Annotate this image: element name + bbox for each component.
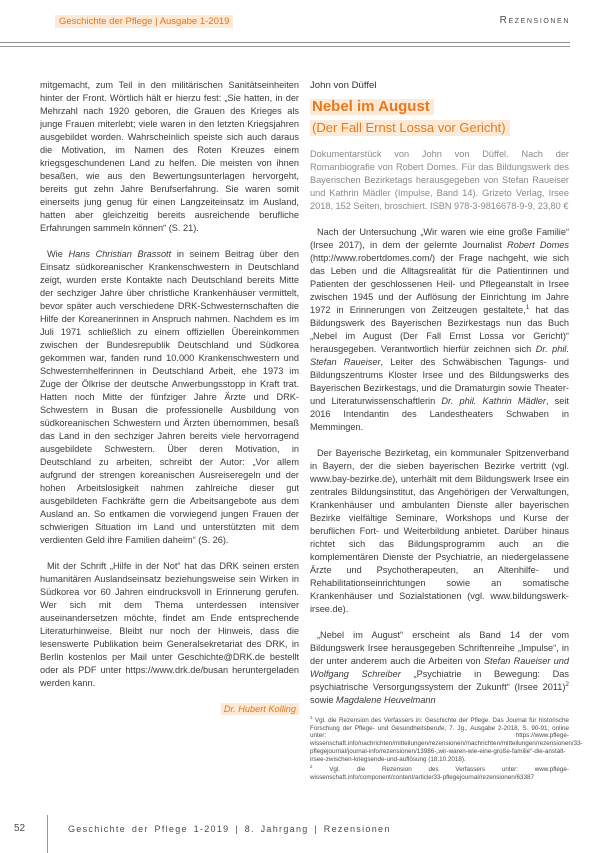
review-paragraph: Mit der Schrift „Hilfe in der Not“ hat das DRK seinen ersten humanitären Auslandseinsatz beziehungsweise sein Wirken in Südkorea vor 60 Jahren eindrucksvoll in Erinnerung gerufen. Wer sich mit dem Thema unterdessen intensiver auseinandersetzen möchte, findet am Ende entsprechende Literaturhinweise. Bleibt nur noch der Hinweis, dass die lesenswerte Publikation beim Generalsekretariat des DRK, in Berlin kostenlos per Mail unter Geschichte@DRK.de bestellt oder als PDF unter https://www.drk.de/busan heruntergeladen werden kann. <box>40 561 299 688</box>
header-section-label: Rezensionen <box>499 15 570 26</box>
header-rule <box>0 42 570 47</box>
footnotes <box>310 714 583 782</box>
review-paragraph: Der Bayerische Bezirketag, ein kommunaler Spitzenverband in Bayern, der die sieben bayerischen Bezirke vertritt (vgl. www.bay-bezirke.de), unterhält mit dem Bildungswerk Irsee ein zentrales Bildungsinstitut, das Angehörigen der Verwaltungen, Krankenhäuser und ambulanten Dienste aller bayerischen Bezirke vielfältige Seminare, Workshops und Kurse der beruflichen Fort- und Weiterbildung anbietet. Darüber hinaus richtet sich das Bildungsprogramm auch an die komplementären Dienste der Psychiatrie, an niedergelassene Ärzte und Psychotherapeuten, an Altenhilfe- und Rehabilitationseinrichtungen sowie an somatische Krankenhäuser und Sozialstationen (vgl. www.bildungswerk-irsee.de). <box>310 448 569 614</box>
review-paragraph: mitgemacht, zum Teil in den militärischen Sanitätseinheiten hinter der Front. Wörtlich hält er hierzu fest: „Sie hatten, in der Mehrzahl nach 1920 geboren, die Grauen des Krieges als junge Frauen miterlebt; viele waren in den letzten Kriegsjahren ausgebildet worden. Wahrscheinlich speiste sich auch daraus die Motivation, im Namen des Roten Kreuzes einem kriegsgeschundenen Land zu helfen. Die meisten von ihnen besaßen, wie aus den Bewertungsunterlagen hervorgeht, bereits gut zehn Jahre Berufserfahrung. Sie waren somit einerseits jung genug für einen Langzeiteinsatz im Ausland, hatten aber gleichzeitig bereits ausreichende berufliche Erfahrungen sammeln können“ (S. 21). <box>40 80 299 233</box>
footnote: $^1$ Vgl. die Rezension des Verfassers in: Geschichte der Pflege. Das Journal für historische Forschung der Pflege- und Gesundheitsberufe, 7. Jg., Ausgabe 2-2018, S. 90-91; online unter: https://www.pflege-wissenschaft.info/nachrichten/mitteilungen/rezensionen//nachrichten/mitteilungen/rezensionen/33-pflegejournal/journal-info/rezensionen/13986-„wir-waren-wie-eine-große-familie“-die-anstalt-irsee-zwischen-kriegsende-und-auflösung (18.10.2018). <box>310 714 583 763</box>
byline <box>40 703 299 716</box>
review-paragraph: Wie Hans Christian Brassott in seinem Beitrag über den Einsatz südkoreanischer Krankenschwestern in Deutschland zeigt, wurden erste Kontakte nach Deutschland bereits Mitte der sechziger Jahre über christliche Krankenhäuser vermittelt, bevor später auch verschiedene DRK-Schwesternschaften die Hilfe der Koreanerinnen in Anspruch nahmen. Nachdem es im Juli 1971 schließlich zu einem offiziellen Übereinkommen zwischen der Bundesrepublik Deutschland und Südkorea gekommen war, fanden rund 10.000 Krankenschwestern und Schwesternhelferinnen in Deutschland Arbeit, ehe 1973 im Zuge der Ölkrise der deutsche Anwerbungsstopp in Kraft trat. Hatten noch Mitte der fünfziger Jahre Ärzte und DRK-Schwestern in Busan die professionelle Ausbildung von südkoreanischen Schwestern und Ärzten übernommen, besaß das Land in den sechziger Jahren bereits viele hervorragend ausgebildete Schwestern. Über deren Motivation, in Deutschland zu arbeiten, schreibt der Autor: „Vor allem aufgrund der strengen koreanischen Ausreiseregeln und der hohen Arbeitslosigkeit nahmen zahlreiche dieser gut ausgebildeten Fachkräfte gern die Arbeitsangebote aus dem Ausland an. So entkamen die vorwiegend jungen Frauen der schwierigen Situation im Land und unterstützten mit dem verdienten Geld ihre Familien daheim“ (S. 26). <box>40 249 299 545</box>
left-column <box>40 79 299 779</box>
bibliography: Dokumentarstück von John von Düffel. Nach der Romanbiografie von Robert Domes. Für das Bildungswerk des Bayerischen Bezirketags herausgegeben von Stefan Raueiser und Kathrin Mädler (Impulse, Band 14). Grizeto Verlag, Irsee 2018, 152 Seiten, broschiert. ISBN 978-3-9816678-9-9, 23,80 € <box>310 149 569 211</box>
footnote: $^2$ Vgl. die Rezension des Verfassers unter: www.pflege-wissenschaft.info/component/content/article/33-pflegejournal/rezensionen/63387 <box>310 764 569 781</box>
footer-journal-line: Geschichte der Pflege 1-2019 | 8. Jahrgang | Rezensionen <box>68 824 391 834</box>
review-paragraph: Nach der Untersuchung „Wir waren wie eine große Familie“ (Irsee 2017), in dem der gelernte Journalist Robert Domes (http://www.robertdomes.com/) der Frage nachgeht, wie sich das Leben und die Alltagsrealität für die Patientinnen und Patienten der geschlossenen Heil- und Pflegeanstalt in Irsee zwischen 1945 und der Auflösung der Einrichtung im Jahre 1972 in Erinnerungen von Zeitzeugen gestaltete,$^1$ hat das Bildungswerk des Bayerischen Bezirkestags nun das Buch „Nebel im August (Der Fall Ernst Lossa vor Gericht)“ herausgegeben. Verantwortlich hierfür zeichnen sich Dr. phil. Stefan Raueiser, Leiter des Schwäbischen Tagungs- und Bildungszentrums Kloster Irsee und des Bildungswerks des Bayerischen Bezirkestags, und die Dramaturgin sowie Theater- und Literaturwissenschaftlerin Dr. phil. Kathrin Mädler, seit 2016 Intendantin des Landestheaters Schwaben in Memmingen. <box>310 227 569 432</box>
header-journal-label: Geschichte der Pflege | Ausgabe 1-2019 <box>55 15 233 28</box>
review-book-author: John von Düffel <box>310 80 377 91</box>
review-subtitle-text: (Der Fall Ernst Lossa vor Gericht) <box>310 120 510 136</box>
review-title <box>310 99 569 115</box>
right-column-paragraphs <box>310 226 569 707</box>
right-column <box>310 79 569 713</box>
byline-author: Dr. Hubert Kolling <box>221 703 299 715</box>
review-subtitle <box>310 120 569 136</box>
review-paragraph: „Nebel im August“ erscheint als Band 14 der vom Bildungswerk Irsee herausgegeben Schriftenreihe „Impulse“, in der unter anderem auch die Arbeiten von Stefan Raueiser und Wolfgang Schreiber „Psychiatrie in Bewegung: Das psychiatrische Versorgungssystem der Zukunft“ (Irsee 2011)$^2$ sowie Magdalene Heuvelmann <box>310 630 569 705</box>
page-number: 52 <box>14 823 26 834</box>
footer-divider <box>47 815 48 853</box>
review-title-text: Nebel im August <box>310 99 434 115</box>
left-column-paragraphs <box>40 79 299 690</box>
